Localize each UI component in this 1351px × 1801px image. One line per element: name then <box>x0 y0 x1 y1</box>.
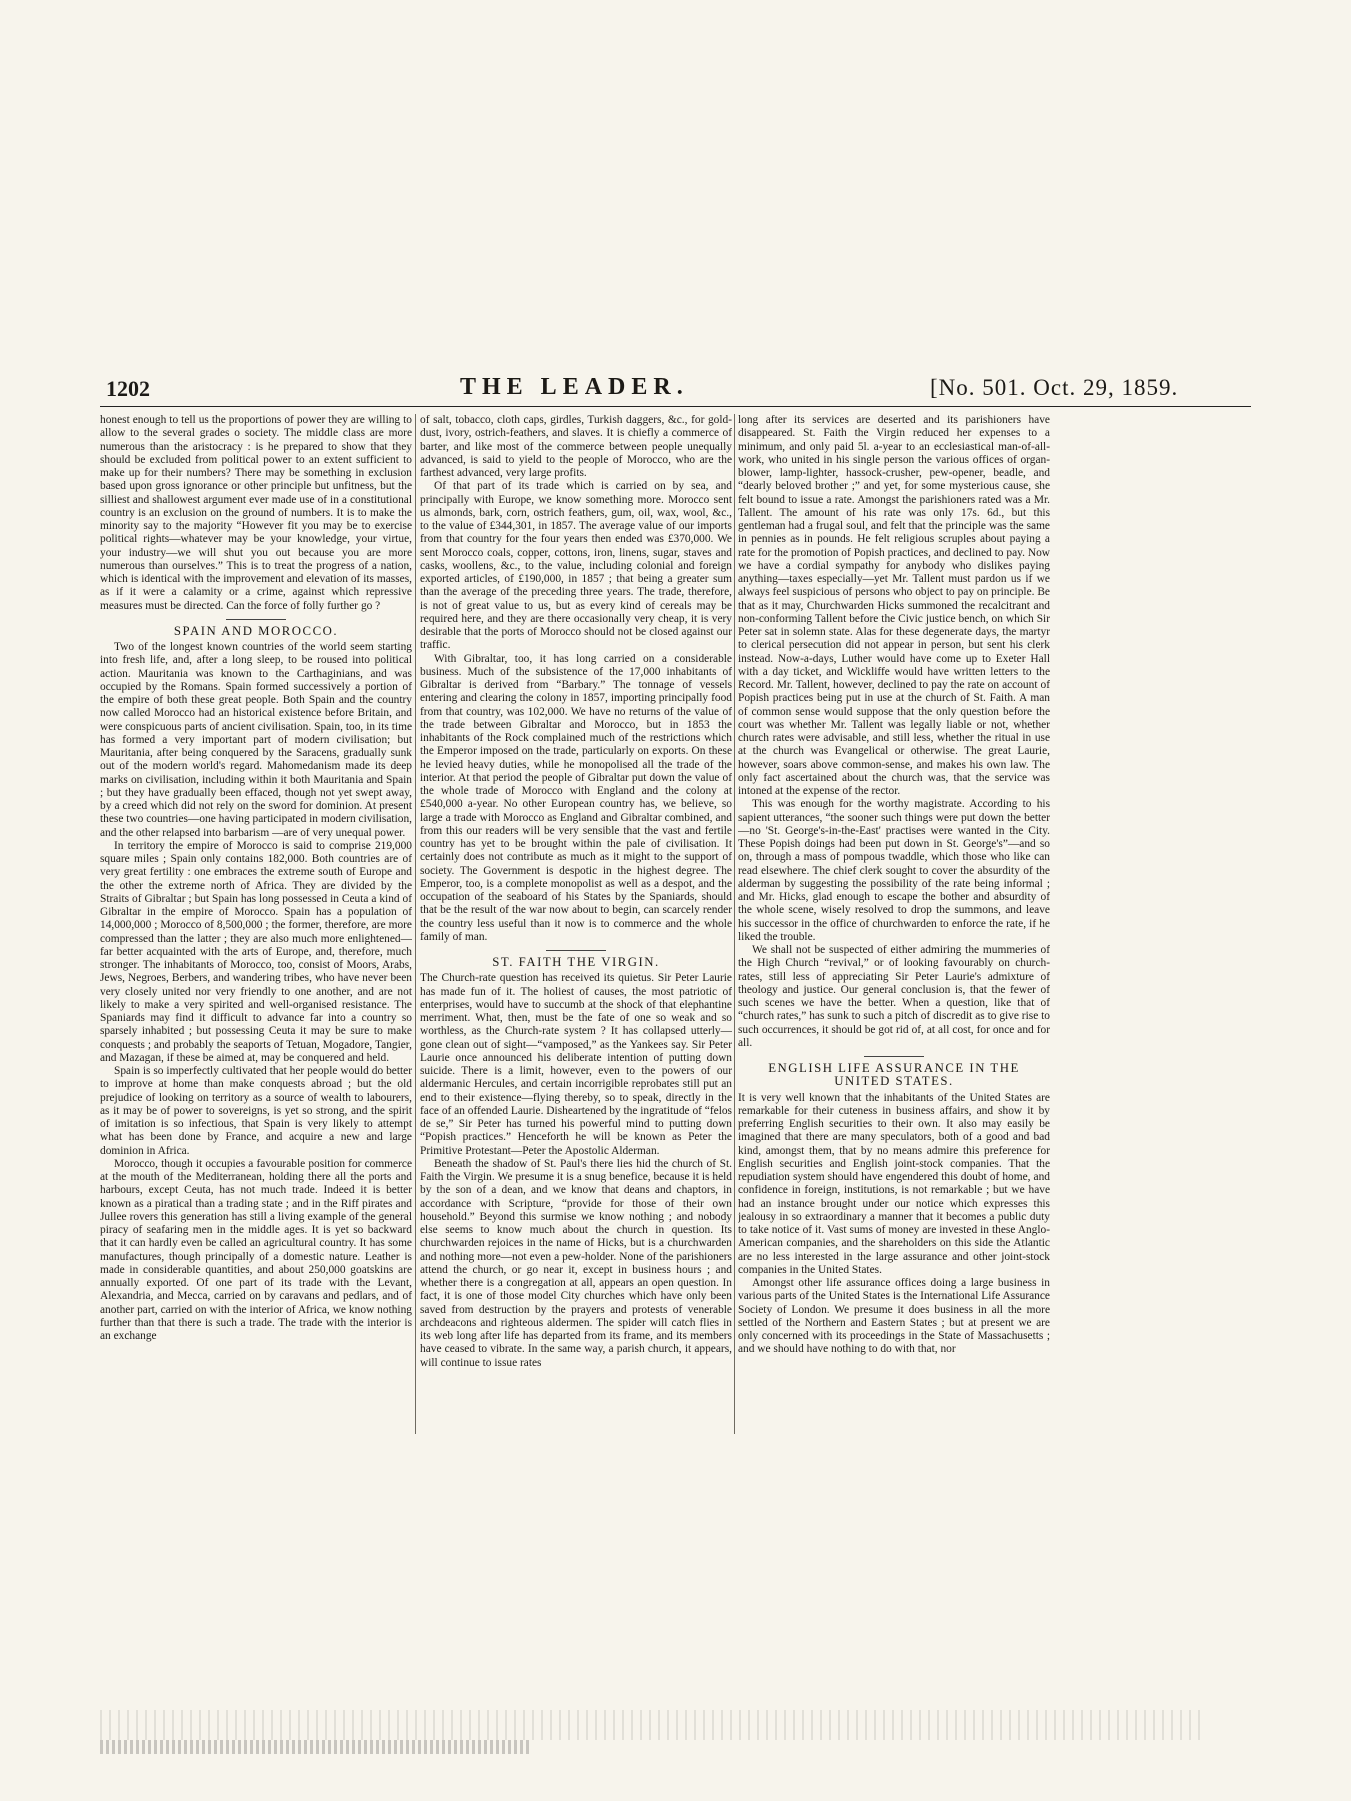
article-heading-english-life-assurance: ENGLISH LIFE ASSURANCE IN THE UNITED STATES. <box>768 1061 1020 1089</box>
newspaper-title: THE LEADER. <box>460 374 689 400</box>
article-heading-spain-morocco: SPAIN AND MOROCCO. <box>173 623 339 638</box>
masthead <box>100 372 1251 407</box>
article-paragraph: Amongst other life assurance offices doing a large business in various parts of the United States is the International Life Assurance Society of London. We presume it does business in all the more settled of the Northern and Eastern States ; but at present we are only concerned with its proceedings in the State of Massachusetts ; and we should have nothing to do with that, nor <box>738 1277 1050 1356</box>
article-paragraph: Beneath the shadow of St. Paul's there lies hid the church of St. Faith the Virgin. We presume it is a snug benefice, because it is held by the son of a dean, and we know that deans and chaptors, in accordance with Scripture, “provide for those of their own household.” Beyond this surmise we know nothing ; and nobody else seems to know much about the church in question. Its churchwarden rejoices in the name of Hicks, but is a churchwarden and nothing more—not even a pew-holder. None of the parishioners attend the church, or go near it, except in business hours ; and whether there is a congregation at all, appears an open question. In fact, it is one of those model City churches which have only been saved from destruction by the prayers and protests of venerable archdeacons and righteous aldermen. The spider will catch flies in its web long after life has departed from its frame, and its members have ceased to vibrate. In the same way, a parish church, it appears, will continue to issue rates <box>420 1157 732 1369</box>
column-1 <box>100 414 412 1434</box>
column-rule <box>734 414 735 1434</box>
article-paragraph: It is very well known that the inhabitants of the United States are remarkable for their cuteness in business affairs, and show it by preferring English securities to their own. It also may easily be imagined that there are many speculators, both of a good and bad kind, amongst them, that by no means admire this preference for English securities and English joint-stock companies. That the repudiation system should have engendered this doubt of home, and confidence in foreign, institutions, is not remarkable ; but we have had an instance brought under our notice which expresses this jealousy in so extraordinary a manner that it becomes a public duty to take notice of it. Vast sums of money are invested in these Anglo-American companies, and the shareholders on this side the Atlantic are no less interested in the large assurance and other joint-stock companies in the United States. <box>738 1091 1050 1276</box>
article-paragraph: We shall not be suspected of either admiring the mummeries of the High Church “revival,” or of looking favourably on church-rates, still less of appreciating Sir Peter Laurie's admixture of theology and justice. Our general conclusion is, that the fewer of such scenes we have the better. When a question, like that of “church rates,” has sunk to such a pitch of discredit as to give rise to such occurrences, it should be got rid of, at all cost, for once and for all. <box>738 944 1050 1049</box>
article-paragraph: Spain is so imperfectly cultivated that her people would do better to improve at home than make conquests abroad ; but the old prejudice of looking on territory as a source of wealth to labourers, as it may be of power to sovereigns, is yet so strong, and the spirit of imitation is so infectious, that Spain is very likely to attempt what has been done by France, and acquire a new and large dominion in Africa. <box>100 1065 412 1157</box>
column-3 <box>738 414 1050 1434</box>
article-paragraph: With Gibraltar, too, it has long carried on a considerable business. Much of the subsistence of the 17,000 inhabitants of Gibraltar is derived from “Barbary.” The tonnage of vessels entering and clearing the colony in 1857, importing principally food from that country, was 102,000. We have no returns of the value of the trade between Gibraltar and Morocco, but in 1853 the inhabitants of the Rock complained much of the restrictions which the Emperor imposed on the trade, particularly on exports. On these he levied heavy duties, while he monopolised all the trade of the interior. At that period the people of Gibraltar put down the value of the whole trade of Morocco with England and the colony at £540,000 a-year. No other European country has, we believe, so large a trade with Morocco as England and Gibraltar combined, and from this our readers will be very sensible that the vast and fertile country has yet to be brought within the pale of civilisation. It certainly does not contribute as much as it might to the support of society. The Government is despotic in the highest degree. The Emperor, too, is a complete monopolist as well as a despot, and the occupation of the seaboard of his States by the Spaniards, should that be the result of the war now about to begin, can scarcely render the country less useful than it now is to commerce and the whole family of man. <box>420 652 732 943</box>
newspaper-page <box>100 0 1251 1801</box>
column-rule <box>415 414 416 1434</box>
page-number: 1202 <box>106 376 150 401</box>
issue-date: [No. 501. Oct. 29, 1859. <box>930 375 1179 400</box>
section-divider <box>226 619 286 620</box>
section-divider <box>546 950 606 951</box>
article-paragraph: Of that part of its trade which is carried on by sea, and principally with Europe, we know something more. Morocco sent us almonds, bark, corn, ostrich feathers, gum, oil, wax, wool, &c., to the value of £344,301, in 1857. The average value of our imports from that country for the four years then ended was £370,000. We sent Morocco coals, copper, cottons, iron, linens, sugar, staves and casks, woollens, &c., to the value, including colonial and foreign exported articles, of £190,000, in 1857 ; that being a greater sum than the average of the preceding three years. The trade, therefore, is not of great value to us, but as every kind of cereals may be required here, and they are there occasionally very cheap, it is very desirable that the ports of Morocco should not be closed against our traffic. <box>420 480 732 652</box>
article-paragraph: of salt, tobacco, cloth caps, girdles, Turkish daggers, &c., for gold-dust, ivory, ostrich-feathers, and slaves. It is chiefly a commerce of barter, and like most of the commerce between people unequally advanced, is said to yield to the people of Morocco, who are the farthest advanced, very large profits. <box>420 414 732 479</box>
article-paragraph: In territory the empire of Morocco is said to comprise 219,000 square miles ; Spain only contains 182,000. Both countries are of very great fertility : one embraces the extreme south of Europe and the other the extreme north of Africa. They are divided by the Straits of Gibraltar ; but Spain has long possessed in Ceuta a kind of Gibraltar in the empire of Morocco. Spain has a population of 14,000,000 ; Morocco of 8,500,000 ; the former, therefore, are more compressed than the latter ; they are also much more enlightened—far better acquainted with the arts of Europe, and, therefore, much stronger. The inhabitants of Morocco, too, consist of Moors, Arabs, Jews, Negroes, Berbers, and wandering tribes, who have never been very closely united nor very friendly to one another, and are not likely to make a very spirited and well-organised resistance. The Spaniards may find it difficult to advance far into a country so sparsely inhabited ; but possessing Ceuta it may be sure to make conquests ; and probably the seaports of Tetuan, Mogadore, Tangier, and Mazagan, if these be aimed at, may be conquered and held. <box>100 839 412 1064</box>
article-paragraph: Two of the longest known countries of the world seem starting into fresh life, and, after a long sleep, to be roused into political action. Mauritania was known to the Carthaginians, and was occupied by the Romans. Spain formed successively a portion of the empire of both these great people. Both Spain and the country now called Morocco had an historical existence before Britain, and were conspicuous parts of ancient civilisation. Spain, too, in its time has formed a very important part of modern civilisation; but Mauritania, after being conquered by the Saracens, gradually sunk out of the modern world's regard. Mahomedanism made its deep marks on civilisation, including within it both Mauritania and Spain ; but they have gradually been effaced, though not yet swept away, by a creed which did not rely on the sword for dominion. At present these two countries—one having participated in modern civilisation, and the other relapsed into barbarism —are of very unequal power. <box>100 641 412 839</box>
article-paragraph: This was enough for the worthy magistrate. According to his sapient utterances, “the sooner such things were put down the better—no 'St. George's-in-the-East' practises were wanted in the City. These Popish doings had been put down in St. George's”—and so on, through a mass of pompous twaddle, which those who like can read elsewhere. The chief clerk sought to cover the absurdity of the alderman by suggesting the possibility of the rate being informal ; and Mr. Hicks, glad enough to escape the bother and absurdity of the whole scene, wisely resolved to drop the summons, and leave his successor in the office of churchwarden to enforce the rate, if he liked the trouble. <box>738 798 1050 943</box>
section-divider <box>864 1056 924 1057</box>
scan-artifact <box>100 1740 530 1754</box>
scan-artifact <box>100 1710 1200 1740</box>
article-paragraph: long after its services are deserted and its parishioners have disappeared. St. Faith the Virgin reduced her expenses to a minimum, and only paid 5l. a-year to an ecclesiastical man-of-all-work, who united in his single person the various offices of organ-blower, lamp-lighter, hassock-crusher, pew-opener, beadle, and “dearly beloved brother ;” and yet, for some mysterious cause, she felt bound to issue a rate. Amongst the parishioners rated was a Mr. Tallent. The amount of his rate was only 17s. 6d., but this gentleman had a frugal soul, and felt that the principle was the same in pennies as in pounds. He felt religious scruples about paying a rate for the promotion of Popish practices, and declined to pay. Now we have a cordial sympathy for anybody who dislikes paying anything—taxes especially—yet Mr. Tallent must pardon us if we always feel suspicious of persons who object to pay on principle. Be that as it may, Churchwarden Hicks summoned the recalcitrant and non-conforming Tallent before the Civic justice bench, on which Sir Peter sat in solemn state. Alas for these degenerate days, the martyr to clerical persecution did not appear in person, but sent his clerk instead. Now-a-days, Luther would have come up to Exeter Hall with a day ticket, and Wickliffe would have written letters to the Record. Mr. Tallent, however, declined to pay the rate on account of Popish practices being put in use at the church of St. Faith. A man of common sense would suppose that the only question before the court was whether Mr. Tallent was legally liable or not, whether church rates were advisable, and still less, whether the ritual in use at the church was Evangelical or otherwise. The great Laurie, however, soars above common-sense, and makes his own law. The only fact ascertained about the church was, that the service was intoned at the expense of the rector. <box>738 414 1050 797</box>
column-2 <box>420 414 732 1434</box>
article-paragraph: The Church-rate question has received its quietus. Sir Peter Laurie has made fun of it. The holiest of causes, the most patriotic of enterprises, would have to succumb at the shock of that elephantine merriment. What, then, must be the fate of one so weak and so worthless, as the Church-rate system ? It has collapsed utterly—gone clean out of sight—“vamposed,” as the Yankees say. Sir Peter Laurie once announced his deliberate intention of putting down suicide. There is a limit, however, even to the powers of our aldermanic Hercules, and certain incorrigible reprobates still put an end to their existence—flying thereby, so to speak, directly in the face of an offended Laurie. Disheartened by the ingratitude of “felos de se,” Sir Peter has turned his powerful mind to putting down “Popish practices.” Henceforth he will be known as Peter the Primitive Protestant—Peter the Apostolic Alderman. <box>420 972 732 1157</box>
article-heading-st-faith: ST. FAITH THE VIRGIN. <box>492 955 660 969</box>
article-paragraph: Morocco, though it occupies a favourable position for commerce at the mouth of the Mediterranean, holding there all the ports and harbours, except Ceuta, has not much trade. Indeed it is better known as a piratical than a trading state ; and in the Riff pirates and Jullee rovers this generation has still a living example of the general piracy of seafaring men in the middle ages. It is yet so backward that it can hardly even be called an agricultural country. It has some manufactures, though principally of a domestic nature. Leather is made in considerable quantities, and about 250,000 goatskins are annually exported. Of one part of its trade with the Levant, Alexandria, and Mecca, carried on by caravans and pedlars, and of another part, carried on with the interior of Africa, we know nothing further than that there is such a trade. The trade with the interior is an exchange <box>100 1157 412 1342</box>
article-paragraph: honest enough to tell us the proportions of power they are willing to allow to the several grades o society. The middle class are more numerous than the aristocracy : is he prepared to show that they should be excluded from political power to an extent sufficient to make up for their numbers? There may be something in exclusion based upon gross ignorance or other principle but unfitness, but the silliest and shallowest argument ever made use of in a constitutional country is an exclusion on the ground of numbers. It is to make the minority say to the majority “However fit you may be to exercise political rights—whatever may be your knowledge, your virtue, your industry—we will shut you out because you are more numerous than ourselves.” This is to treat the progress of a nation, which is identical with the improvement and elevation of its masses, as if it were a calamity or a crime, against which repressive measures must be directed. Can the force of folly further go ? <box>100 414 412 612</box>
